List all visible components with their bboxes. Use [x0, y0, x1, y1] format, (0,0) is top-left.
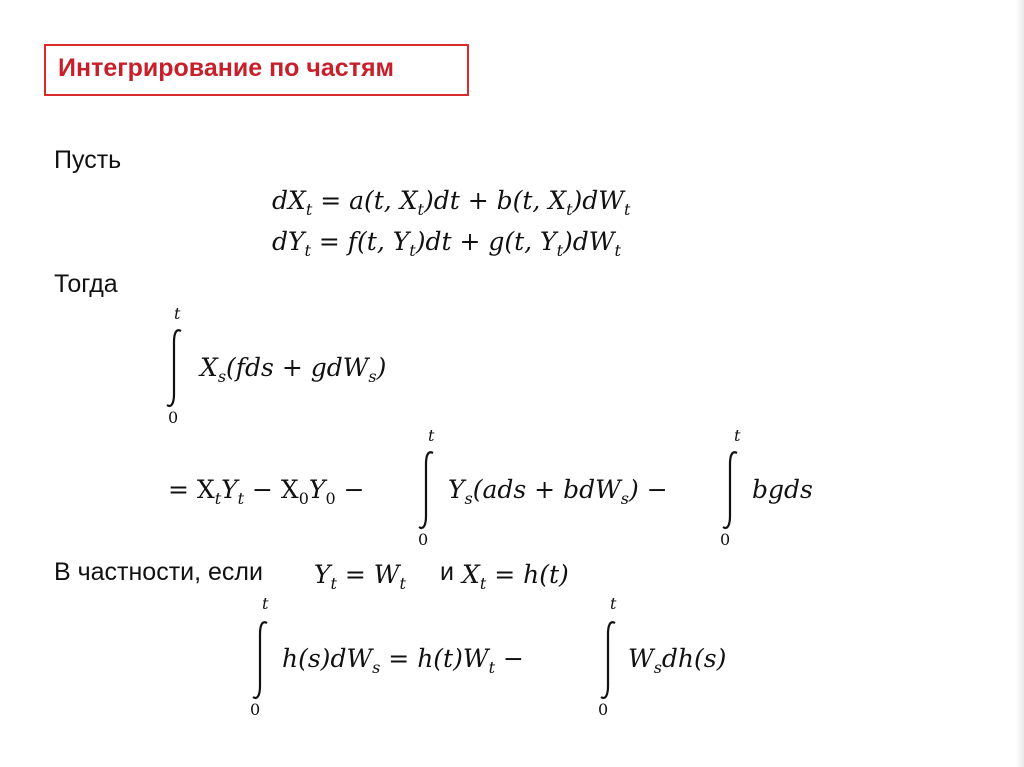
integral-sign-lhs: t 0 [168, 304, 181, 427]
label-then: Тогда [54, 270, 118, 298]
equation-dy: $dY_t = f(t$, $Y_t)dt + g(t$, $Y_t)dW_t$ [272, 227, 621, 260]
slide-title: Интегрирование по частям [58, 54, 395, 82]
integral-sign-final-2: t 0 [598, 594, 617, 719]
label-and: и [440, 558, 454, 586]
equation-dx: $dX_t = a(t$, $X_t)dt + b(t$, $X_t)dW_t$ [272, 186, 631, 219]
integral-sign-rhs-1: t 0 [418, 426, 435, 549]
title-box [44, 44, 469, 96]
integral-rhs-body-2: bgds [752, 475, 813, 504]
integral-sign-rhs-2: t 0 [720, 426, 741, 549]
final-equation-body-1: $h(s)dW_s = h(t)W_t$ − [282, 644, 524, 677]
final-equation-body-2: $W_sdh(s)$ [628, 644, 727, 677]
condition-y: $Y_t = W_t$ [314, 560, 406, 593]
condition-x: $X_t = h(t)$ [462, 560, 569, 593]
slide-edge-shadow [1016, 0, 1024, 767]
integral-sign-final-1: t 0 [250, 594, 269, 719]
integral-rhs-body-1: $Y_s(ads + bdW_s)$ − [448, 475, 668, 508]
label-let: Пусть [54, 146, 122, 174]
label-in-particular: В частности, если [54, 558, 263, 586]
integral-rhs-head: = $X_tY_t - X_0Y_0$ − [168, 475, 365, 508]
integral-lhs-body: $X_s(fds + gdW_s)$ [200, 353, 387, 386]
